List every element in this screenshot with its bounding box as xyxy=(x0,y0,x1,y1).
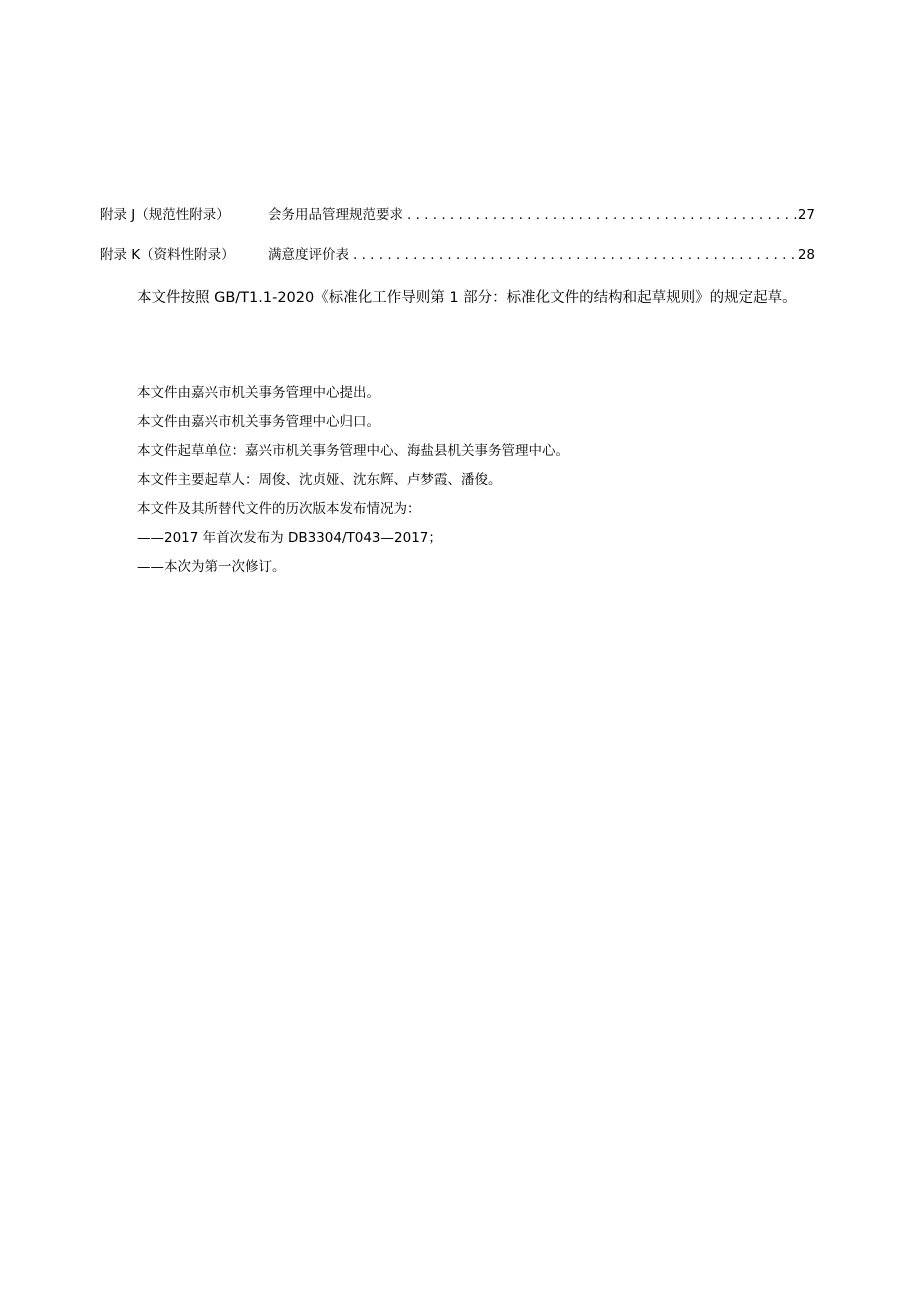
foreword-section xyxy=(137,383,569,586)
toc-entry-label: 附录 K（资料性附录） xyxy=(100,247,235,263)
foreword-line-current-revision: ——本次为第一次修订。 xyxy=(137,559,286,575)
toc-entry-title: 满意度评价表 xyxy=(268,247,349,263)
foreword-line-drafters: 本文件主要起草人：周俊、沈贞娅、沈东辉、卢梦霞、潘俊。 xyxy=(137,472,502,488)
toc-entry-appendix-k[interactable] xyxy=(100,245,815,265)
toc-entry-appendix-j[interactable] xyxy=(100,205,815,225)
toc-entry-title: 会务用品管理规范要求 xyxy=(268,207,403,223)
foreword-line-first-edition: ——2017 年首次发布为 DB3304/T043—2017； xyxy=(137,530,442,546)
table-of-contents xyxy=(100,205,815,265)
foreword-line-proposer: 本文件由嘉兴市机关事务管理中心提出。 xyxy=(137,385,380,401)
toc-entry-page-number: 28 xyxy=(797,247,815,263)
foreword-line-drafting-units: 本文件起草单位：嘉兴市机关事务管理中心、海盐县机关事务管理中心。 xyxy=(137,443,569,459)
toc-dot-leader xyxy=(349,245,798,265)
toc-entry-page-number: 27 xyxy=(797,207,815,223)
toc-entry-label: 附录 J（规范性附录） xyxy=(100,207,230,223)
foreword-line-version-history: 本文件及其所替代文件的历次版本发布情况为： xyxy=(137,501,421,517)
foreword-line-centralized-unit: 本文件由嘉兴市机关事务管理中心归口。 xyxy=(137,414,380,430)
drafting-statement: 本文件按照 GB/T1.1-2020《标准化工作导则第 1 部分：标准化文件的结构和起草规则》的规定起草。 xyxy=(137,290,797,306)
toc-dot-leader xyxy=(403,205,798,225)
